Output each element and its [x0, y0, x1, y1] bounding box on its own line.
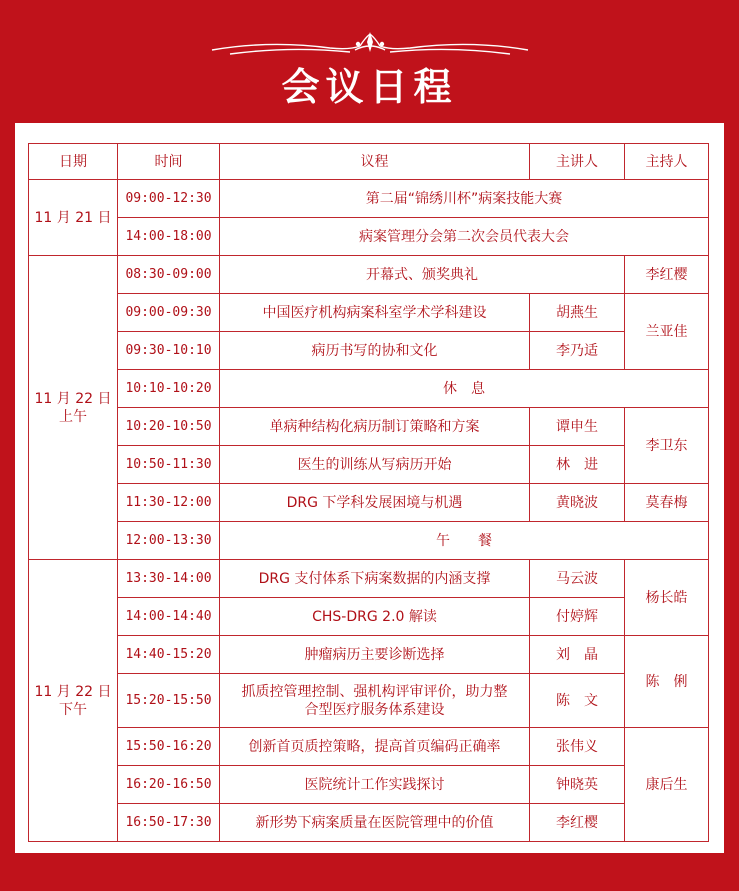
footer-band	[0, 853, 739, 891]
speaker-cell: 陈 文	[530, 674, 625, 728]
time-cell: 15:20-15:50	[118, 674, 220, 728]
page-title: 会议日程	[281, 65, 458, 109]
date-label: 11 月 22 日	[34, 683, 112, 700]
header-time: 时间	[118, 144, 220, 180]
speaker-cell: 胡燕生	[530, 294, 625, 332]
date-period: 上午	[59, 408, 87, 425]
host-cell: 康后生	[625, 728, 709, 842]
agenda-cell	[220, 674, 530, 728]
time-cell: 14:00-18:00	[118, 218, 220, 256]
table-row	[29, 180, 709, 218]
table-row	[29, 636, 709, 674]
speaker-cell: 付婷辉	[530, 598, 625, 636]
agenda-line: 合型医疗服务体系建设	[304, 701, 445, 718]
time-cell: 09:30-10:10	[118, 332, 220, 370]
title-ornament	[210, 30, 530, 60]
table-row	[29, 294, 709, 332]
time-cell: 08:30-09:00	[118, 256, 220, 294]
table-row	[29, 370, 709, 408]
agenda-cell: 医生的训练从写病历开始	[220, 446, 530, 484]
header-agenda: 议程	[220, 144, 530, 180]
agenda-cell: DRG 支付体系下病案数据的内涵支撑	[220, 560, 530, 598]
agenda-cell: 第二届“锦绣川杯”病案技能大赛	[220, 180, 709, 218]
host-cell: 陈 俐	[625, 636, 709, 728]
agenda-cell: 开幕式、颁奖典礼	[220, 256, 625, 294]
host-cell: 杨长皓	[625, 560, 709, 636]
header-host: 主持人	[625, 144, 709, 180]
table-row	[29, 332, 709, 370]
agenda-cell: 肿瘤病历主要诊断选择	[220, 636, 530, 674]
time-cell: 11:30-12:00	[118, 484, 220, 522]
speaker-cell: 李红樱	[530, 804, 625, 842]
agenda-cell: 单病种结构化病历制订策略和方案	[220, 408, 530, 446]
speaker-cell: 黄晓波	[530, 484, 625, 522]
table-header-row	[29, 144, 709, 180]
table-row	[29, 728, 709, 766]
speaker-cell: 李乃适	[530, 332, 625, 370]
agenda-cell: 中国医疗机构病案科室学术学科建设	[220, 294, 530, 332]
host-cell: 李卫东	[625, 408, 709, 484]
time-cell: 16:20-16:50	[118, 766, 220, 804]
agenda-cell: 创新首页质控策略，提高首页编码正确率	[220, 728, 530, 766]
time-cell: 10:50-11:30	[118, 446, 220, 484]
speaker-cell: 马云波	[530, 560, 625, 598]
agenda-cell: 病案管理分会第二次会员代表大会	[220, 218, 709, 256]
time-cell: 12:00-13:30	[118, 522, 220, 560]
speaker-cell: 刘 晶	[530, 636, 625, 674]
time-cell: 15:50-16:20	[118, 728, 220, 766]
agenda-cell: 医院统计工作实践探讨	[220, 766, 530, 804]
date-period: 下午	[59, 701, 87, 718]
time-cell: 14:40-15:20	[118, 636, 220, 674]
host-cell: 莫春梅	[625, 484, 709, 522]
host-cell: 兰亚佳	[625, 294, 709, 370]
header-date: 日期	[29, 144, 118, 180]
table-row	[29, 522, 709, 560]
agenda-cell: DRG 下学科发展困境与机遇	[220, 484, 530, 522]
table-row	[29, 766, 709, 804]
agenda-line: 抓质控管理控制、强机构评审评价，助力整	[241, 683, 508, 700]
time-cell: 13:30-14:00	[118, 560, 220, 598]
table-row	[29, 256, 709, 294]
schedule-panel	[15, 123, 724, 853]
table-row	[29, 598, 709, 636]
table-row	[29, 446, 709, 484]
break-cell: 休 息	[220, 370, 709, 408]
date-cell	[29, 560, 118, 842]
date-label: 11 月 21 日	[34, 209, 112, 226]
date-cell	[29, 180, 118, 256]
table-row	[29, 560, 709, 598]
speaker-cell: 林 进	[530, 446, 625, 484]
table-row	[29, 484, 709, 522]
table-row	[29, 408, 709, 446]
date-cell	[29, 256, 118, 560]
agenda-cell: CHS-DRG 2.0 解读	[220, 598, 530, 636]
host-cell: 李红樱	[625, 256, 709, 294]
table-row	[29, 674, 709, 728]
time-cell: 14:00-14:40	[118, 598, 220, 636]
time-cell: 09:00-09:30	[118, 294, 220, 332]
speaker-cell: 张伟义	[530, 728, 625, 766]
schedule-table	[28, 143, 709, 842]
time-cell: 10:10-10:20	[118, 370, 220, 408]
speaker-cell: 钟晓英	[530, 766, 625, 804]
time-cell: 16:50-17:30	[118, 804, 220, 842]
table-row	[29, 218, 709, 256]
agenda-cell: 病历书写的协和文化	[220, 332, 530, 370]
speaker-cell: 谭申生	[530, 408, 625, 446]
time-cell: 09:00-12:30	[118, 180, 220, 218]
header-speaker: 主讲人	[530, 144, 625, 180]
time-cell: 10:20-10:50	[118, 408, 220, 446]
date-label: 11 月 22 日	[34, 390, 112, 407]
table-row	[29, 804, 709, 842]
agenda-cell: 新形势下病案质量在医院管理中的价值	[220, 804, 530, 842]
break-cell: 午 餐	[220, 522, 709, 560]
